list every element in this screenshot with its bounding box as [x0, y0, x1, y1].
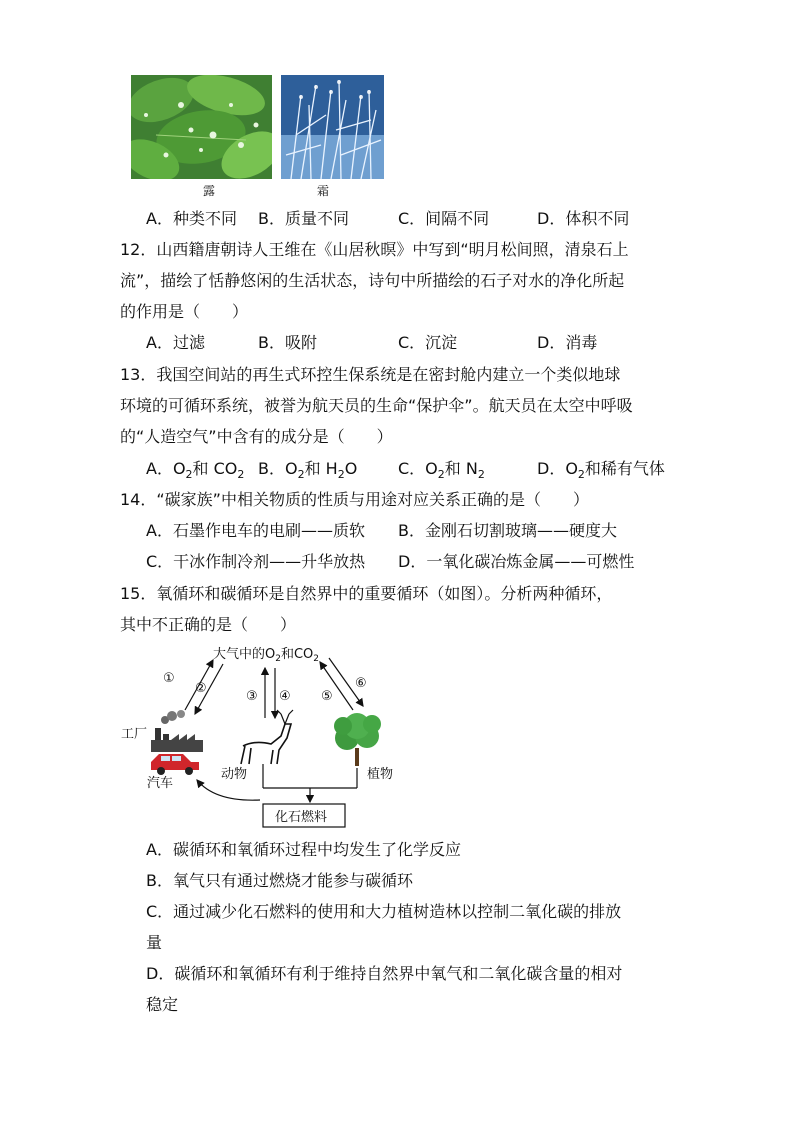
factory-label: 工厂: [121, 727, 148, 742]
q14-stem: 14．“碳家族”中相关物质的性质与用途对应关系正确的是（ ）: [120, 490, 589, 509]
q11-option-a: A．种类不同: [146, 209, 237, 228]
arrow-label-6: ⑥: [355, 676, 367, 691]
q12-option-d: D．消毒: [537, 333, 598, 352]
q12-stem-line-2: 流”，描绘了恬静悠闲的生活状态，诗句中所描绘的石子对水的净化所起: [120, 271, 625, 290]
q13-option-b: B．$O_2$和 $H_2O$: [258, 459, 358, 482]
q13-stem-line-2: 环境的可循环系统，被誉为航天员的生命“保护伞”。航天员在太空中呼吸: [120, 396, 633, 415]
factory-icon: [151, 710, 203, 752]
carbon-oxygen-cycle-diagram: [115, 640, 415, 830]
q15-stem-line-2: 其中不正确的是（ ）: [120, 615, 297, 634]
q15-option-d-line-2: 稳定: [146, 995, 179, 1014]
q14-option-b: B．金刚石切割玻璃——硬度大: [398, 521, 617, 540]
arrow-label-3: ③: [246, 689, 258, 704]
arrow-label-1: ①: [163, 671, 175, 686]
q15-option-c-line-1: C．通过减少化石燃料的使用和大力植树造林以控制二氧化碳的排放: [146, 902, 622, 921]
q13-stem-line-1: 13．我国空间站的再生式环控生保系统是在密封舱内建立一个类似地球: [120, 365, 621, 384]
q11-option-c: C．间隔不同: [398, 209, 490, 228]
fossil-fuel-label: 化石燃料: [275, 810, 328, 825]
frost-grass-photo: [281, 75, 384, 179]
q13-stem-line-3: 的“人造空气”中含有的成分是（ ）: [120, 427, 393, 446]
arrow-label-5: ⑤: [321, 689, 333, 704]
q15-option-c-line-2: 量: [146, 933, 163, 952]
q15-option-a: A．碳循环和氧循环过程中均发生了化学反应: [146, 840, 461, 859]
atmosphere-label: 大气中的$O_2$和$CO_2$: [213, 647, 320, 664]
q15-option-b: B．氧气只有通过燃烧才能参与碳循环: [146, 871, 413, 890]
plant-label: 植物: [367, 767, 394, 782]
q13-option-a: A．$O_2$和 $CO_2$: [146, 459, 245, 482]
dew-leaves-photo: [131, 75, 272, 179]
q13-option-d: D．$O_2$和稀有气体: [537, 459, 665, 482]
car-label: 汽车: [147, 776, 174, 791]
tree-icon: [334, 713, 381, 766]
arrow-label-2: ②: [195, 681, 207, 696]
dew-caption: 露: [203, 184, 216, 198]
animal-label: 动物: [221, 767, 248, 782]
q13-option-c: C．$O_2$和 $N_2$: [398, 459, 485, 482]
q11-option-b: B．质量不同: [258, 209, 349, 228]
q14-option-d: D．一氧化碳冶炼金属——可燃性: [398, 552, 635, 571]
q12-option-c: C．沉淀: [398, 333, 458, 352]
q11-option-d: D．体积不同: [537, 209, 630, 228]
q12-stem-line-3: 的作用是（ ）: [120, 302, 249, 321]
car-icon: [151, 754, 199, 775]
q15-stem-line-1: 15．氧循环和碳循环是自然界中的重要循环（如图）。分析两种循环，: [120, 584, 613, 603]
q14-option-a: A．石墨作电车的电刷——质软: [146, 521, 365, 540]
q12-option-b: B．吸附: [258, 333, 317, 352]
q12-option-a: A．过滤: [146, 333, 205, 352]
frost-caption: 霜: [317, 184, 330, 198]
deer-icon: [241, 710, 293, 764]
q12-stem-line-1: 12．山西籍唐朝诗人王维在《山居秋暝》中写到“明月松间照，清泉石上: [120, 240, 629, 259]
q14-option-c: C．干冰作制冷剂——升华放热: [146, 552, 366, 571]
arrow-label-4: ④: [279, 689, 291, 704]
q15-option-d-line-1: D．碳循环和氧循环有利于维持自然界中氧气和二氧化碳含量的相对: [146, 964, 623, 983]
